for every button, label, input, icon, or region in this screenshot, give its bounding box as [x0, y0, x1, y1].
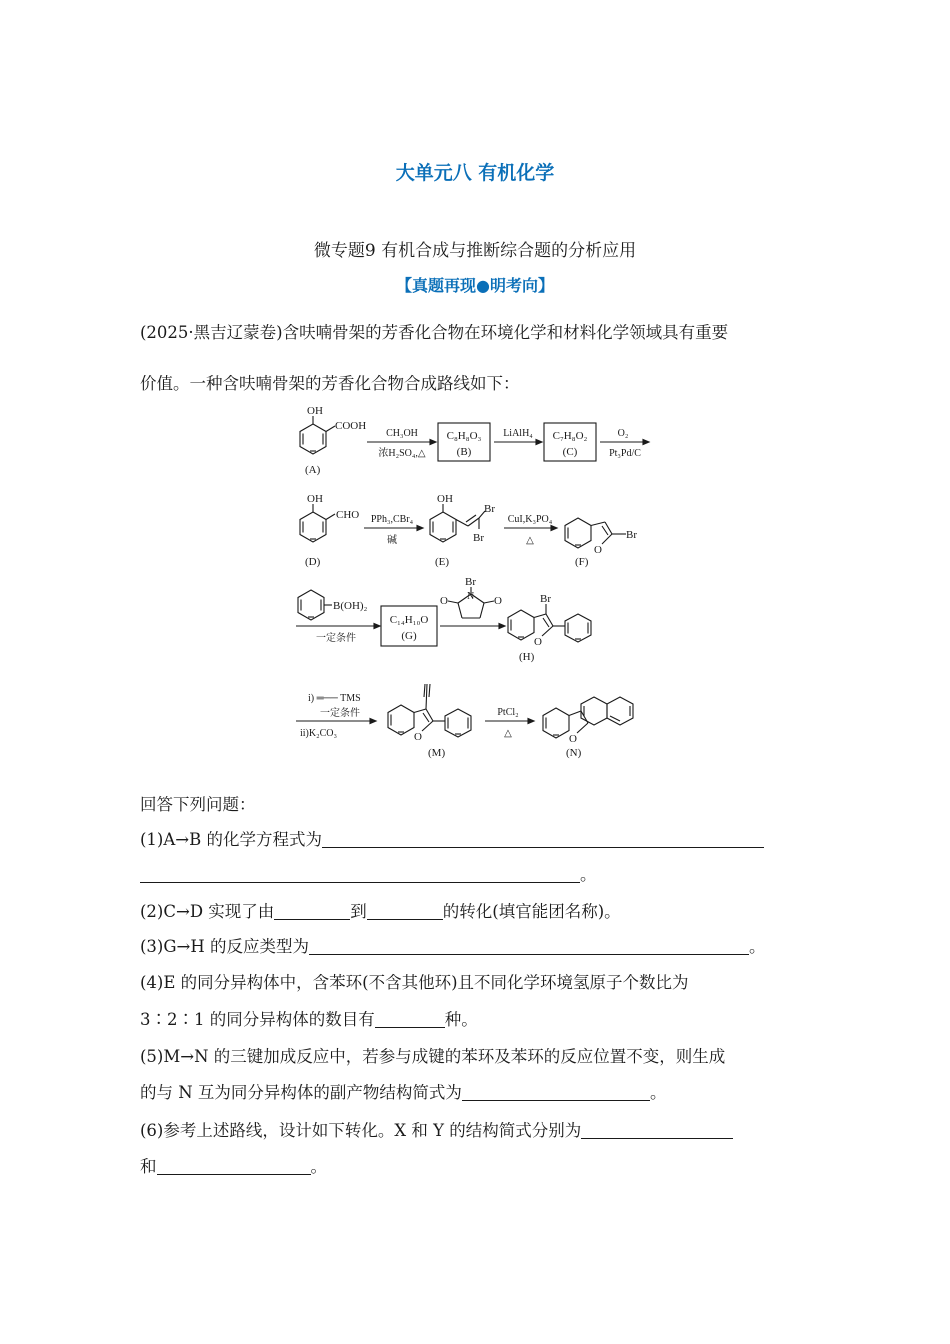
- q1-answer-blank-2[interactable]: [140, 864, 580, 883]
- h-label: (H): [519, 651, 535, 663]
- nbs-o2-label: O: [494, 595, 502, 607]
- intro-line-1: (2025·黑吉辽蒙卷)含呋喃骨架的芳香化合物在环境化学和材料化学领域具有重要: [140, 323, 729, 342]
- b-formula: C₈H₈O₃: [446, 430, 482, 442]
- arrow-a-b-bottom: 浓H₂SO₄,△: [378, 448, 426, 459]
- synthesis-scheme: [280, 398, 680, 768]
- question-3: [140, 935, 812, 959]
- compound-a-structure: [300, 405, 366, 454]
- q4-text-a: 3∶2∶1 的同分异构体的数目有: [140, 1010, 375, 1029]
- q4-text-b: 种。: [444, 1010, 478, 1029]
- arrow-m-n-top: PtCl₂: [497, 707, 519, 718]
- nbs-structure: [440, 576, 502, 618]
- q3-answer-blank[interactable]: [309, 936, 749, 955]
- q6-answer-blank-x[interactable]: [581, 1120, 733, 1139]
- q3-text: (3)G→H 的反应类型为: [140, 937, 310, 956]
- h-o-label: O: [534, 636, 542, 648]
- d-cho-label: CHO: [336, 509, 360, 521]
- question-2: [140, 900, 812, 924]
- q2-text-a: (2)C→D 实现了由: [140, 902, 275, 921]
- arrow-e-f-bottom: △: [526, 535, 534, 546]
- f-label: (F): [575, 556, 589, 568]
- q4-answer-blank[interactable]: [375, 1009, 445, 1028]
- nbs-o1-label: O: [440, 595, 448, 607]
- q5-text: 的与 N 互为同分异构体的副产物结构简式为: [140, 1083, 462, 1102]
- e-br1-label: Br: [484, 503, 495, 515]
- question-1: [140, 828, 812, 852]
- question-6-line-2: [140, 1155, 812, 1179]
- compound-h-structure: [508, 593, 591, 648]
- q2-answer-blank-from[interactable]: [274, 901, 350, 920]
- intro-line-2: 价值。一种含呋喃骨架的芳香化合物合成路线如下：: [140, 374, 520, 393]
- question-5-line-2: [140, 1081, 812, 1105]
- question-4-line-1: (4)E 的同分异构体中，含苯环(不含其他环)且不同化学环境氢原子个数比为: [140, 973, 689, 992]
- q6-text: (6)参考上述路线，设计如下转化。X 和 Y 的结构简式分别为: [140, 1121, 582, 1140]
- c-label: (C): [562, 446, 578, 458]
- question-4-line-2: [140, 1008, 812, 1032]
- question-6-line-1: [140, 1119, 812, 1143]
- arrow-d-e-top: PPh₃,CBr₄: [370, 514, 414, 525]
- e-label: (E): [435, 556, 450, 568]
- q2-text-b: 到: [350, 902, 367, 921]
- arrow-h-m-top: i) ═── TMS: [308, 693, 361, 704]
- f-o-label: O: [594, 544, 602, 556]
- e-br2-label: Br: [473, 532, 484, 544]
- nbs-n-label: N: [467, 591, 475, 602]
- c-formula: C₇H₈O₂: [552, 430, 588, 442]
- q1-text: (1)A→B 的化学方程式为: [140, 830, 322, 849]
- q1-answer-blank-1[interactable]: [322, 829, 764, 848]
- arrow-d-e-bottom: 碱: [387, 535, 397, 546]
- compound-m-structure: [388, 684, 471, 743]
- e-oh-label: OH: [437, 493, 453, 505]
- a-oh-label: OH: [307, 405, 323, 417]
- f-br-label: Br: [626, 529, 637, 541]
- compound-d-structure: [300, 493, 359, 542]
- q3-end: 。: [749, 937, 766, 956]
- section-tag: 【真题再现●明考向】: [396, 276, 554, 295]
- q1-end: 。: [580, 865, 597, 884]
- q5-answer-blank[interactable]: [462, 1082, 650, 1101]
- arrow-c-d-bottom: Pt₃Pd/C: [609, 448, 641, 459]
- q2-answer-blank-to[interactable]: [367, 901, 443, 920]
- compound-n-structure: [543, 697, 633, 745]
- topic-subtitle: 微专题9 有机合成与推断综合题的分析应用: [313, 241, 637, 261]
- g-label: (G): [401, 630, 417, 642]
- arrow-b-c-top: LiAlH₄: [503, 428, 533, 439]
- arrow-a-b-top: CH₃OH: [386, 428, 418, 439]
- b-label: (B): [456, 446, 472, 458]
- q6-end: 。: [310, 1157, 327, 1176]
- questions-prompt: 回答下列问题：: [140, 795, 256, 814]
- d-label: (D): [305, 556, 321, 568]
- question-5-line-1: (5)M→N 的三键加成反应中，若参与成键的苯环及苯环的反应位置不变，则生成: [140, 1047, 726, 1066]
- phenylboronic-acid-structure: [298, 590, 368, 620]
- n-label: (N): [566, 747, 582, 759]
- nbs-br-label: Br: [465, 576, 476, 588]
- page-title: 大单元八 有机化学: [395, 162, 555, 184]
- arrow-h-m-bottom: ii)K₂CO₃: [300, 728, 337, 739]
- q5-end: 。: [649, 1083, 667, 1102]
- q6-text-and: 和: [140, 1157, 157, 1176]
- arrow-m-n-bottom: △: [504, 728, 512, 739]
- a-cooh-label: COOH: [335, 420, 367, 432]
- m-o-label: O: [414, 731, 422, 743]
- d-oh-label: OH: [307, 493, 323, 505]
- q6-answer-blank-y[interactable]: [157, 1156, 311, 1175]
- n-o-label: O: [569, 733, 577, 745]
- q2-text-c: 的转化(填官能团名称)。: [442, 902, 621, 921]
- g-formula: C₁₄H₁₀O: [389, 614, 429, 626]
- a-label: (A): [305, 464, 321, 476]
- h-br-label: Br: [540, 593, 551, 605]
- arrow-c-d-top: O₂: [617, 428, 629, 439]
- arrow-h-m-mid: 一定条件: [320, 708, 360, 719]
- question-1-continued: [140, 863, 812, 887]
- boronic-acid-label: B(OH)₂: [333, 600, 368, 612]
- compound-e-structure: [430, 493, 495, 544]
- arrow-to-g-bottom: 一定条件: [316, 633, 356, 644]
- compound-f-structure: [565, 518, 637, 556]
- arrow-e-f-top: CuI,K₃PO₄: [507, 514, 553, 525]
- m-label: (M): [428, 747, 446, 759]
